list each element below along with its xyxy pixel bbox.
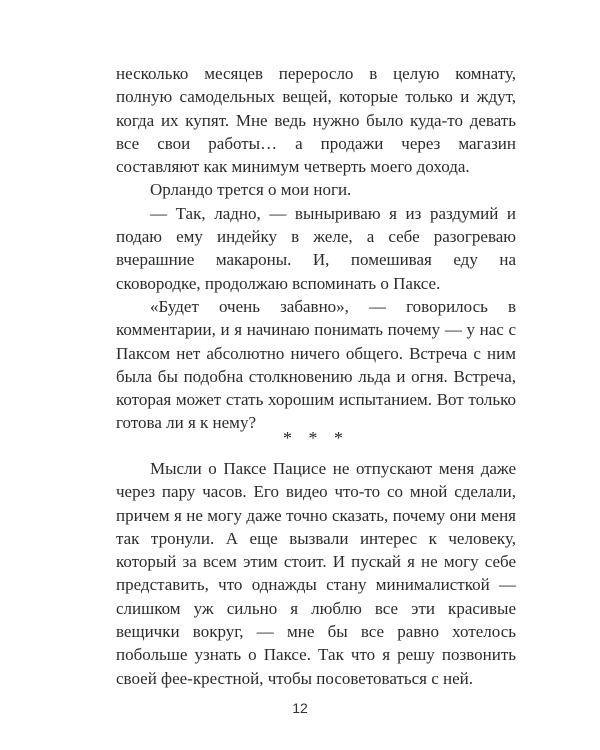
text-section-bottom xyxy=(116,457,516,690)
paragraph: Мысли о Паксе Пацисе не отпускают меня даже через пару часов. Его видео что-то со мной сделали, причем я не могу даже точно сказать, почему они меня так тронули. А еще вызвали интерес к человеку, который за всем этим стоит. И пускай я не могу себе представить, что однажды стану минималисткой — слишком уж сильно я люблю все эти красивые вещички вокруг, — мне бы все равно хотелось побольше узнать о Паксе. Так что я решу позвонить своей фее-крестной, чтобы посоветоваться с ней. xyxy=(116,459,516,688)
paragraph: — Так, ладно, — выныриваю я из раздумий и подаю ему индейку в желе, а себе разогреваю вчерашние макароны. И, помешивая еду на сковородке, продолжаю вспоминать о Паксе. xyxy=(116,203,516,293)
paragraph: Орландо трется о мои ноги. xyxy=(150,180,352,200)
text-section-top xyxy=(116,62,516,435)
page-number: 12 xyxy=(292,700,308,716)
paragraph: несколько месяцев переросло в целую комнату, полную самодельных вещей, которые только и ждут, когда их купят. Мне ведь нужно было куда-то девать все свои работы… а продажи через магазин составляют как минимум четверть моего дохода. xyxy=(116,64,516,177)
paragraph: «Будет очень забавно», — говорилось в комментарии, и я начинаю понимать почему — у нас с Паксом нет абсолютно ничего общего. Встреча с ним была бы подобна столкновению льда и огня. Встреча, которая может стать хорошим испытанием. Вот только готова ли я к нему? xyxy=(116,296,516,433)
section-separator: * * * xyxy=(283,428,349,448)
